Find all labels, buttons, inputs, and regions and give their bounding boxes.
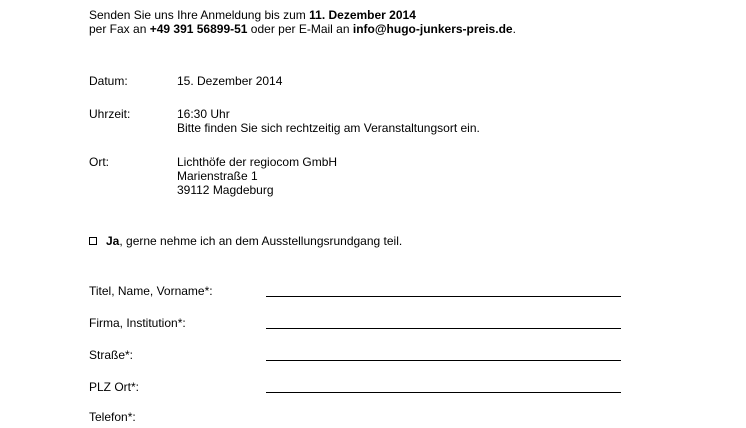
intro-line-2-suffix: . [512, 22, 516, 36]
time-value: 16:30 Uhr [177, 107, 230, 121]
zip-city-field[interactable] [89, 380, 629, 398]
intro-line-2 [89, 22, 516, 36]
phone-field-label: Telefon*: [89, 410, 136, 424]
street-field-label: Straße*: [89, 348, 134, 362]
email-address: info@hugo-junkers-preis.de [352, 22, 513, 36]
name-field[interactable] [89, 284, 629, 302]
date-value-block [177, 74, 282, 88]
tour-option-text: , gerne nehme ich an dem Ausstellungsrundgang teil. [119, 234, 403, 248]
zip-city-field-line[interactable] [266, 392, 621, 393]
fax-number: +49 391 56899-51 [149, 22, 248, 36]
place-line-street: Marienstraße 1 [177, 169, 258, 183]
place-value-block [177, 155, 337, 197]
zip-city-field-label: PLZ Ort*: [89, 380, 140, 394]
place-line-venue: Lichthöfe der regiocom GmbH [177, 155, 338, 169]
deadline-date: 11. Dezember 2014 [309, 8, 416, 22]
company-field-line[interactable] [266, 328, 621, 329]
street-field[interactable] [89, 348, 629, 366]
company-field[interactable] [89, 316, 629, 334]
date-value: 15. Dezember 2014 [177, 74, 283, 88]
date-label: Datum: [89, 74, 128, 88]
name-field-line[interactable] [266, 296, 621, 297]
tour-option-yes: Ja [106, 234, 120, 248]
time-value-block [177, 107, 480, 135]
company-field-label: Firma, Institution*: [89, 316, 186, 330]
time-note: Bitte finden Sie sich rechtzeitig am Veranstaltungsort ein. [177, 121, 480, 135]
intro-line-1-text: Senden Sie uns Ihre Anmeldung bis zum [89, 8, 310, 22]
intro-line-1 [89, 8, 516, 22]
street-field-line[interactable] [266, 360, 621, 361]
intro-line-2-prefix: per Fax an [89, 22, 150, 36]
place-label: Ort: [89, 155, 109, 169]
intro-line-2-middle: oder per E-Mail an [247, 22, 353, 36]
phone-field[interactable] [89, 410, 629, 428]
tour-option[interactable] [89, 234, 402, 248]
tour-checkbox[interactable] [89, 237, 97, 245]
place-line-city: 39112 Magdeburg [177, 183, 274, 197]
time-label: Uhrzeit: [89, 107, 131, 121]
name-field-label: Titel, Name, Vorname*: [89, 284, 213, 298]
intro-text [89, 8, 516, 36]
tour-option-label [106, 234, 402, 248]
